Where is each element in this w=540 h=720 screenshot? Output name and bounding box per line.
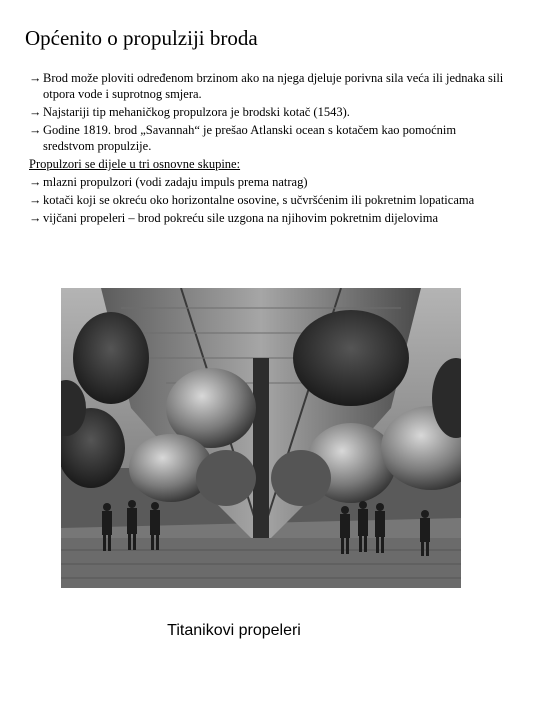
arrow-icon: → — [29, 71, 42, 85]
propeller-photo — [61, 288, 461, 588]
bullet-text: Brod može ploviti određenom brzinom ako na njega djeluje porivna sila veća ili jednaka sili otpora vode i suprotnog smjera. — [43, 71, 504, 101]
list-item — [29, 210, 509, 226]
arrow-icon: → — [29, 211, 42, 225]
list-item — [29, 122, 509, 154]
group-text: vijčani propeleri – brod pokreću sile uzgona na njihovim pokretnim dijelovima — [43, 211, 439, 225]
list-item — [29, 192, 509, 208]
section-subheading: Propulzori se dijele u tri osnovne skupine: — [29, 157, 241, 171]
arrow-icon: → — [29, 175, 42, 189]
bullet-text: Najstariji tip mehaničkog propulzora je brodski kotač (1543). — [43, 105, 350, 119]
arrow-icon: → — [29, 193, 42, 207]
list-item — [29, 70, 509, 102]
bullet-text: Godine 1819. brod „Savannah“ je prešao Atlanski ocean s kotačem kao pomoćnim sredstvom propulzije. — [43, 123, 457, 153]
photo-caption: Titanikovi propeleri — [167, 622, 301, 639]
list-item — [29, 174, 509, 190]
propeller-photo-illustration — [61, 288, 461, 588]
arrow-icon: → — [29, 105, 42, 119]
group-text: mlazni propulzori (vodi zadaju impuls prema natrag) — [43, 175, 308, 189]
arrow-icon: → — [29, 123, 42, 137]
bullet-list — [29, 70, 509, 226]
list-item — [29, 104, 509, 120]
group-text: kotači koji se okreću oko horizontalne osovine, s učvršćenim ili pokretnim lopaticama — [43, 193, 475, 207]
page-title: Općenito o propulziji broda — [25, 26, 258, 50]
